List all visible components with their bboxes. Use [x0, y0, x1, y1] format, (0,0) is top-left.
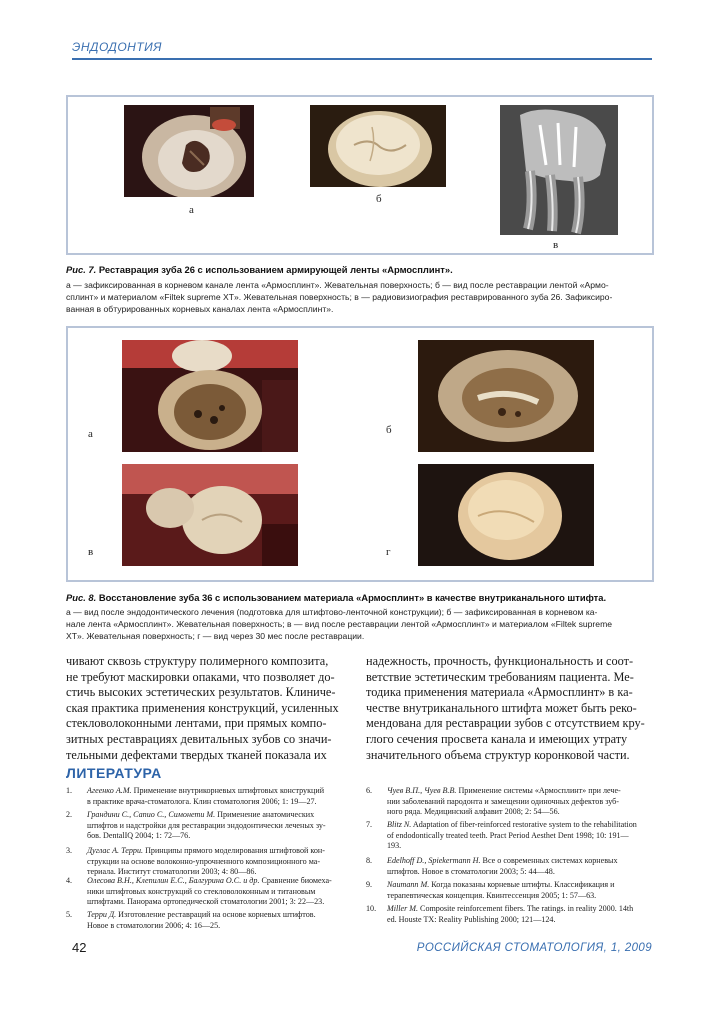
caption-line: а — вид после эндодонтического лечения (подготовка для штифтово-ленточной конструкции); б — зафиксированная в корневом ка- [66, 607, 598, 617]
reference-text: Composite reinforcement fibers. The ratings. in reality 2000. 14th [418, 904, 634, 913]
photo-8g [418, 464, 594, 566]
body-right-column [366, 654, 656, 763]
reference-item [66, 786, 352, 808]
body-left-column [66, 654, 354, 763]
reference-author: Edelhoff D., Spiekermann H. [387, 856, 481, 865]
body-line: стичь высоких эстетических результатов. Клиниче- [66, 685, 336, 700]
reference-number: 8. [366, 856, 373, 865]
reference-author: Naumann M. [387, 880, 430, 889]
photo-8a-label: а [88, 428, 93, 440]
reference-text: бов. DentalIQ 2004; 1: 72—76. [87, 831, 191, 841]
reference-item [66, 876, 352, 910]
reference-author: Терри Д. [87, 910, 117, 919]
reference-number: 4. [66, 876, 73, 885]
reference-text: Применение анатомических [215, 810, 315, 819]
literature-heading: ЛИТЕРАТУРА [66, 765, 162, 781]
reference-text: териала. Институт стоматологии 2003; 4: 80—86. [87, 867, 257, 877]
reference-text: ного ряда. Медицинский алфавит 2008; 2: 54—56. [387, 807, 560, 817]
reference-author: Грандини С., Сапио С., Симонети М. [87, 810, 216, 819]
journal-title: РОССИЙСКАЯ СТОМАТОЛОГИЯ, 1, 2009 [416, 942, 652, 954]
reference-item [66, 810, 352, 844]
figure-8-title-prefix: Рис. 8. [66, 592, 97, 603]
section-header: ЭНДОДОНТИЯ [72, 40, 162, 54]
photo-7a [124, 105, 254, 197]
photo-7a-label: а [189, 204, 194, 216]
reference-text: ники штифтовых конструкций со стекловолоконным и титановым [87, 886, 316, 896]
figure-8-title [66, 592, 656, 603]
reference-text: Принципы прямого моделирования штифтовой кон- [143, 846, 325, 855]
reference-item [66, 846, 352, 880]
reference-item [366, 880, 656, 902]
reference-text: Применение системы «Армосплинт» при лече- [456, 786, 621, 795]
reference-text: Новое в стоматологии 2006; 4: 16—25. [87, 920, 221, 930]
photo-8v [122, 464, 298, 566]
reference-author: Олесова В.Н., Клепилин Е.С., Балгурина О.С. и др. [87, 876, 260, 885]
reference-item [366, 856, 656, 878]
reference-number: 9. [366, 880, 373, 889]
figure-8-title-text: Восстановление зуба 36 с использованием материала «Армосплинт» в качестве внутриканального штифта. [98, 592, 607, 603]
reference-text: 193. [387, 841, 402, 851]
reference-text: штифтов и надстройки для реставрации эндодонтически леченых зу- [87, 820, 326, 830]
photo-7b [310, 105, 446, 187]
figure-7-frame [66, 95, 654, 255]
photo-7b-label: б [376, 193, 382, 205]
photo-8a [122, 340, 298, 452]
body-line: надежность, прочность, функциональность и соот- [366, 654, 634, 668]
figure-7-caption [66, 279, 656, 315]
body-line: мендована для реставрации зубов с отсутствием кру- [366, 716, 645, 731]
reference-text: штифтов. Новое в стоматологии 2003; 5: 44—48. [387, 866, 555, 876]
body-line: не требуют маскировки опаками, что позволяет до- [66, 669, 335, 684]
reference-item [366, 820, 656, 854]
reference-number: 10. [366, 904, 377, 913]
caption-line: а — зафиксированная в корневом канале лента «Армосплинт». Жевательная поверхность; б — вид после реставрации лентой «Армо- [66, 280, 609, 290]
photo-8g-label: г [386, 546, 391, 558]
body-line: тельными дефектами твердых тканей показала их [66, 747, 327, 762]
reference-number: 5. [66, 910, 73, 919]
body-line: глого сечения просвета канала и имеющих утрату [366, 731, 628, 746]
reference-text: Когда показаны корневые штифты. Классификация и [429, 880, 615, 889]
reference-author: Чуев В.П., Чуев В.В. [387, 786, 457, 795]
reference-text: Применение внутрикорневых штифтовых конструкций [131, 786, 325, 795]
reference-number: 6. [366, 786, 373, 795]
reference-author: Дуглас А. Терри. [87, 846, 144, 855]
reference-text: of endodontically treated teeth. Pract Period Aesthet Dent 1998; 10: 191— [387, 830, 629, 840]
figure-8-frame [66, 326, 654, 582]
reference-item [366, 904, 656, 926]
photo-8b [418, 340, 594, 452]
reference-author: Blitz N. [387, 820, 412, 829]
reference-number: 1. [66, 786, 73, 795]
caption-line: XT». Жевательная поверхность; г — вид через 30 мес после реставрации. [66, 631, 365, 641]
reference-text: нии заболеваний пародонта и замещении одиночных дефектов зуб- [387, 796, 619, 806]
reference-text: терапевтическая концепция. Квинтессенция 2005; 1: 57—63. [387, 890, 597, 900]
photo-8v-label: в [88, 546, 94, 558]
reference-number: 7. [366, 820, 373, 829]
reference-number: 3. [66, 846, 73, 855]
body-line: зитных реставрациях девитальных зубов со значи- [66, 731, 332, 746]
caption-line: нале лента «Армосплинт». Жевательная поверхность; в — вид после реставрации лентой «Армосплинт» и материалом «Filtek supreme [66, 619, 613, 629]
reference-text: струкции на основе волоконно-упрочненного композиционного ма- [87, 856, 321, 866]
reference-text: штифтами. Панорама ортопедической стоматологии 2001; 3: 22—23. [87, 897, 325, 907]
reference-author: Miller M. [387, 904, 419, 913]
reference-item [66, 910, 352, 932]
body-line: ская практика применения конструкций, усиленных [66, 700, 339, 715]
page-number: 42 [72, 940, 87, 955]
body-line: честве внутриканального штифта может быть реко- [366, 700, 637, 715]
figure-7-title [66, 264, 656, 275]
body-line: ветствие эстетическим требованиям пациента. Ме- [366, 669, 634, 684]
photo-8b-label: б [386, 424, 392, 436]
reference-item [366, 786, 656, 820]
figure-8-caption [66, 606, 656, 642]
reference-author: Агеенко А.М. [87, 786, 132, 795]
photo-7v-label: в [553, 239, 559, 251]
figure-7-title-text: Реставрация зуба 26 с использованием армирующей ленты «Армосплинт». [98, 264, 453, 275]
header-rule [72, 58, 652, 60]
reference-text: Adaptation of fiber-reinforced restorative system to the rehabilitation [411, 820, 637, 829]
body-line: стекловолоконными лентами, при прямых компо- [66, 716, 327, 731]
caption-line: сплинт» и материалом «Filtek supreme XT». Жевательная поверхность; в — радиовизиография реставрированного зуба 26. Зафиксиро- [66, 292, 613, 302]
reference-text: Изготовление реставраций на основе корневых штифтов. [116, 910, 316, 919]
reference-text: в практике врача-стоматолога. Клин стоматология 2006; 1: 19—27. [87, 796, 317, 806]
caption-line: ванная в обтурированных корневых каналах лента «Армосплинт». [66, 304, 334, 314]
figure-7-title-prefix: Рис. 7. [66, 264, 97, 275]
reference-text: ed. Houste TX: Reality Publishing 2000; 121—124. [387, 914, 556, 924]
body-line: чивают сквозь структуру полимерного композита, [66, 654, 329, 668]
reference-text: Сравнение биомеха- [259, 876, 332, 885]
reference-number: 2. [66, 810, 73, 819]
photo-7v-xray [500, 105, 618, 235]
body-line: тодика применения материала «Армосплинт» в ка- [366, 685, 633, 700]
body-line: значительного объема структур коронковой части. [366, 747, 630, 762]
reference-text: Все о современных системах корневых [480, 856, 618, 865]
